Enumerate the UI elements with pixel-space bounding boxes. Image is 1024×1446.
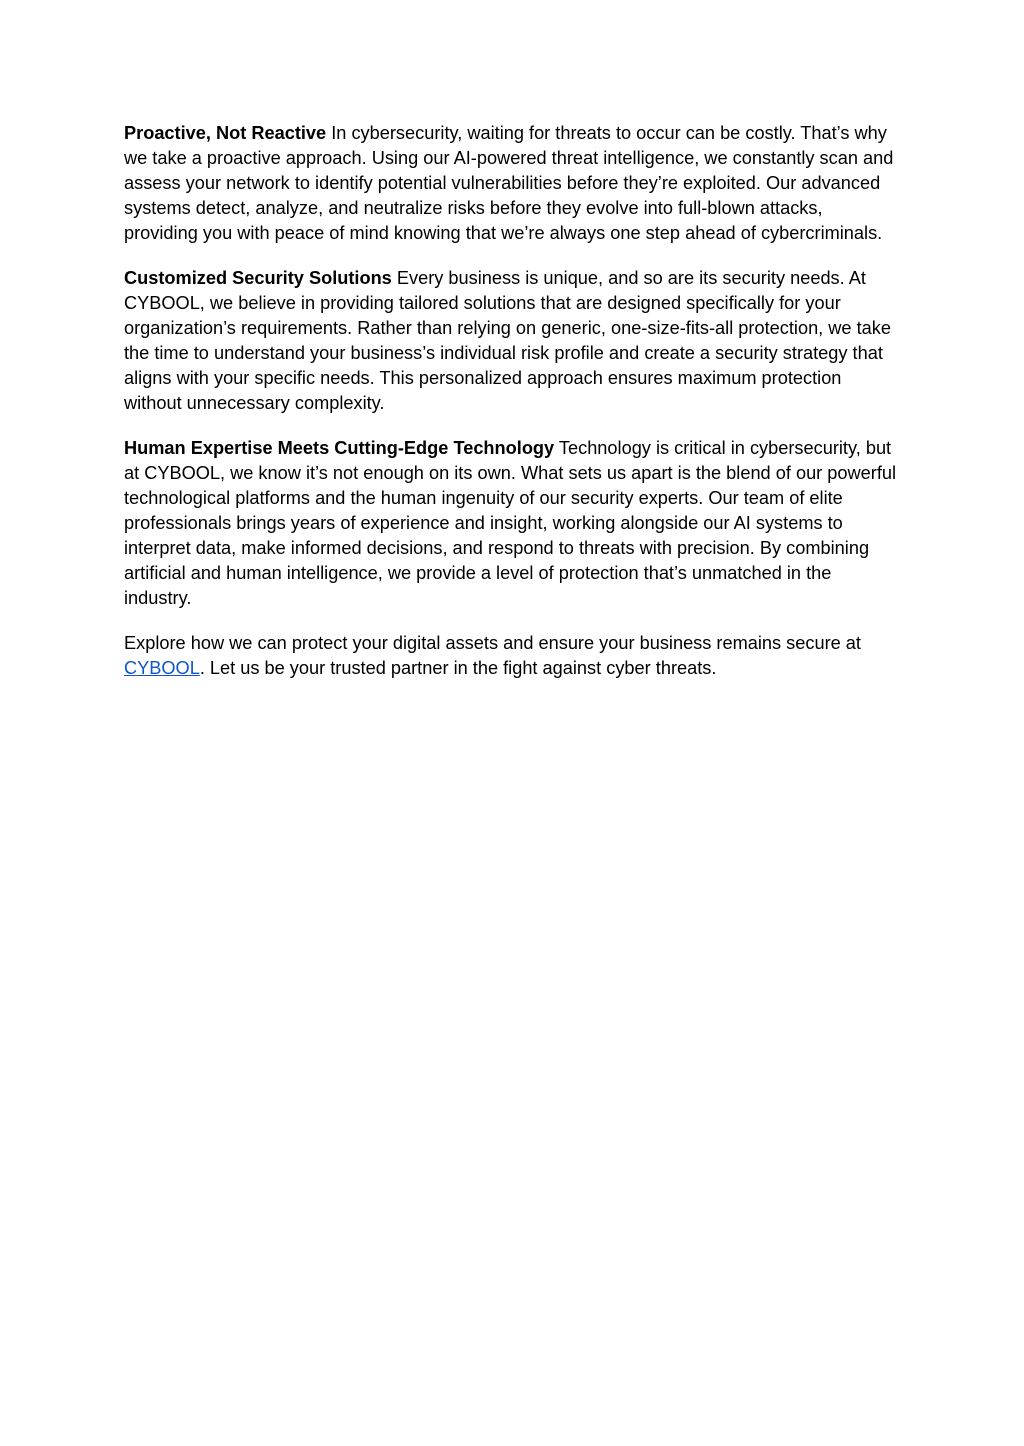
section-human-expertise [124, 436, 898, 611]
section-heading: Customized Security Solutions [124, 268, 392, 288]
closing-text-before-link: Explore how we can protect your digital assets and ensure your business remains secure at [124, 633, 861, 653]
section-heading: Proactive, Not Reactive [124, 123, 327, 143]
closing-text-after-link: . Let us be your trusted partner in the fight against cyber threats. [199, 658, 717, 678]
section-proactive [124, 121, 898, 246]
section-body: In cybersecurity, waiting for threats to occur can be costly. That’s why we take a proactive approach. Using our AI-powered threat intelligence, we constantly scan and assess your network to identify potential vulnerabilities before they’re exploited. Our advanced systems detect, analyze, and neutralize risks before they evolve into full-blown attacks, providing you with peace of mind knowing that we’re always one step ahead of cybercriminals. [124, 123, 894, 243]
section-body: Every business is unique, and so are its security needs. At CYBOOL, we believe in providing tailored solutions that are designed specifically for your organization’s requirements. Rather than relying on generic, one-size-fits-all protection, we take the time to understand your business’s individual risk profile and create a security strategy that aligns with your specific needs. This personalized approach ensures maximum protection without unnecessary complexity. [124, 268, 891, 413]
document-body [124, 121, 898, 701]
closing-paragraph [124, 631, 898, 681]
section-heading: Human Expertise Meets Cutting-Edge Technology [124, 438, 555, 458]
section-customized-solutions [124, 266, 898, 416]
section-body: Technology is critical in cybersecurity, but at CYBOOL, we know it’s not enough on its own. What sets us apart is the blend of our powerful technological platforms and the human ingenuity of our security experts. Our team of elite professionals brings years of experience and insight, working alongside our AI systems to interpret data, make informed decisions, and respond to threats with precision. By combining artificial and human intelligence, we provide a level of protection that’s unmatched in the industry. [124, 438, 897, 608]
cybool-link[interactable]: CYBOOL [124, 658, 200, 678]
